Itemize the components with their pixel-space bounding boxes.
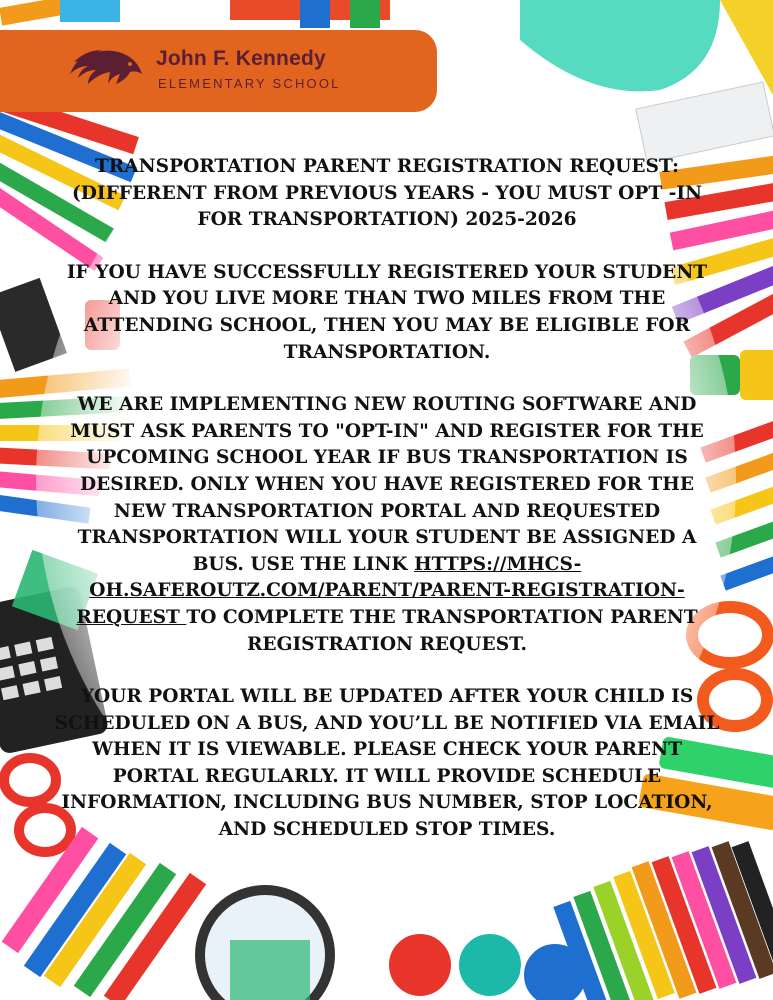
opt-in-text-end: TO COMPLETE THE TRANSPORTATION PARENT REGISTRATION REQUEST. (186, 606, 698, 655)
transportation-notice (52, 154, 722, 870)
school-name: John F. Kennedy (156, 47, 326, 70)
notice-paragraph-eligibility: IF YOU HAVE SUCCESSFULLY REGISTERED YOUR STUDENT AND YOU LIVE MORE THAN TWO MILES FROM THE ATTENDING SCHOOL, THEN YOU MAY BE ELIGIBLE FOR TRANSPORTATION. (66, 261, 708, 363)
mustang-horse-icon (66, 44, 146, 94)
school-header-banner (0, 30, 437, 112)
notice-title: TRANSPORTATION PARENT REGISTRATION REQUEST: (DIFFERENT FROM PREVIOUS YEARS - YOU MUST OPT -IN FOR TRANSPORTATION) 2025-2026 (71, 156, 703, 231)
notice-paragraph-portal: YOUR PORTAL WILL BE UPDATED AFTER YOUR CHILD IS SCHEDULED ON A BUS, AND YOU’LL BE NOTIFIED VIA EMAIL WHEN IT IS VIEWABLE. PLEASE CHECK YOUR PARENT PORTAL REGULARLY. IT WILL PROVIDE SCHEDULE INFORMATION, INCLUDING BUS NUMBER, STOP LOCATION, AND SCHEDULED STOP TIMES. (54, 686, 720, 841)
school-subtitle: ELEMENTARY SCHOOL (158, 76, 341, 91)
opt-in-text: WE ARE IMPLEMENTING NEW ROUTING SOFTWARE AND MUST ASK PARENTS TO "OPT-IN" AND REGISTER FOR THE UPCOMING SCHOOL YEAR IF BUS TRANSPORTATION IS DESIRED. ONLY WHEN YOU HAVE REGISTERED FOR THE NEW TRANSPORTATION PORTAL AND REQUESTED TRANSPORTATION WILL YOUR STUDENT BE ASSIGNED A BUS. USE THE LINK (70, 394, 704, 575)
notice-paragraph-opt-in (52, 392, 722, 658)
registration-link[interactable]: HTTPS://MHCS-OH.SAFEROUTZ.COM/PARENT/PARENT-REGISTRATION-REQUEST (76, 553, 685, 628)
